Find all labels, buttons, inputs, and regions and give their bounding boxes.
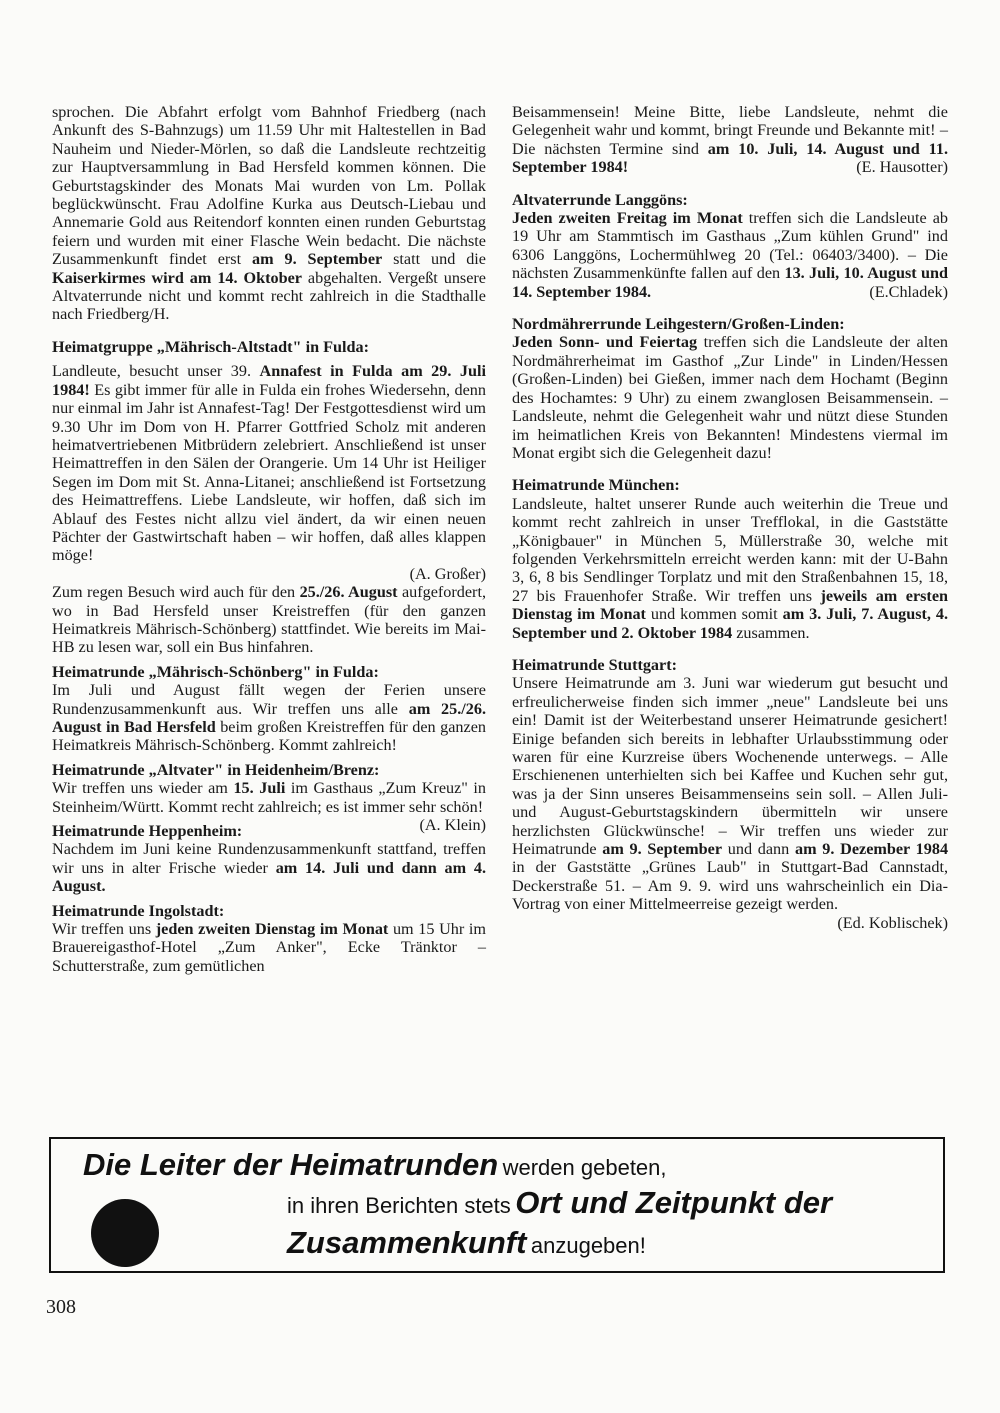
heading-nordmaehrerrunde: Nordmährerrunde Leihgestern/Großen-Linden: (512, 315, 845, 334)
heading-muenchen: Heimatrunde München: (512, 476, 680, 495)
heading-stuttgart: Heimatrunde Stuttgart: (512, 655, 677, 674)
right-column (512, 103, 948, 932)
paragraph-friedberg: sprochen. Die Abfahrt erfolgt vom Bahnhof Friedberg (nach Ankunft des S-Bahnzugs) um 11.59 Uhr mit Haltestellen in Bad Nauheim und Nieder-Mörlen, so daß die Landsleute rechtzeitig zur Hauptversammlung in Bad Hersfeld kommen können. Die Geburtstagskinder des Monats Mai wurden von Lm. Pollak beglückwünscht. Frau Adolfine Kurka aus Deutsch-Liebau und Annemarie Gold aus Reitendorf konnten einen runden Geburtstag feiern und wurden mit einer Flasche Wein bedacht. Die nächste Zusammenkunft findet erst am 9. September statt und die Kaiserkirmes wird am 14. Oktober abgehalten. Vergeßt unsere Altvaterrunde nicht und kommt recht zahlreich in die Stadthalle nach Friedberg/H. (52, 103, 486, 324)
signature: (A. Klein) (419, 816, 486, 835)
paragraph-heppenheim: Nachdem im Juni keine Rundenzusammenkunft stattfand, treffen wir uns in alter Frische wieder am 14. Juli und dann am 4. August. (52, 840, 486, 896)
paragraph-kreistreffen: Zum regen Besuch wird auch für den 25./26. August aufgefordert, wo in Bad Hersfeld unser Kreistreffen (für den ganzen Heimatkreis Mährisch-Schönberg) stattfindet. Wie bereits im Mai-HB zu lesen war, soll ein Bus hinfahren. (52, 583, 486, 657)
page-number: 308 (46, 1296, 76, 1318)
paragraph-nordmaehrer: Jeden Sonn- und Feiertag treffen sich die Landsleute der alten Nordmährerheimat im Gasthof „Zur Linde" in Linden/Hessen (Großen-Linden) bei Gießen, immer nach dem Hochamt (Beginn des Hochamtes: 9 Uhr) zu einem zwanglosen Beisammensein. – Landsleute, nehmt die Gelegenheit wahr und nützt diese Stunden im heimatlichen Kreis von Bekannten! Mindestens viermal im Monat ergibt sich die Gelegenheit dazu! (512, 333, 949, 462)
bullet-dot-icon (91, 1199, 159, 1267)
heading-langgoens: Altvaterrunde Langgöns: (512, 190, 688, 209)
signature: (Ed. Koblischek) (837, 913, 948, 932)
heading-heppenheim: Heimatrunde Heppenheim: (52, 822, 243, 841)
heading-maehrisch-altstadt: Heimatgruppe „Mährisch-Altstadt" in Fulda: (52, 337, 369, 356)
signature: (E. Hausotter) (856, 158, 948, 177)
paragraph-muenchen: Landsleute, haltet unserer Runde auch weiterhin die Treue und kommt recht zahlreich in unser Trefflokal, in die Gaststätte „Königbauer" in München 5, Müllerstraße 30, welche mit folgenden Verkehrsmitteln erreicht werden kann: mit der U-Bahn 3, 6, 8 bis Sendlinger Torplatz und mit den Straßenbahnen 15, 18, 27 bis Frauenhofer Straße. Wir treffen uns jeweils am ersten Dienstag im Monat und kommen somit am 3. Juli, 7. August, 4. September und 2. Oktober 1984 zusammen. (512, 494, 949, 642)
paragraph-altvater: Wir treffen uns wieder am 15. Juli im Gasthaus „Zum Kreuz" in Steinheim/Württ. Kommt recht zahlreich; es ist immer sehr schön! (A. Klein) (52, 779, 487, 835)
left-column (52, 103, 486, 975)
notice-line-1: Die Leiter der Heimatrunden werden gebeten, (83, 1147, 667, 1182)
notice-line-2: in ihren Berichten stets Ort und Zeitpunkt der (287, 1185, 833, 1220)
heading-ingolstadt: Heimatrunde Ingolstadt: (52, 901, 225, 920)
paragraph-stuttgart: Unsere Heimatrunde am 3. Juni war wiederum gut besucht und erfreulicherweise finden sich immer „neue" Landsleute bei uns ein! Damit ist der Weiterbestand unserer Heimatrunde gesichert! Einige befanden sich bereits in lebhafter Urlaubsstimmung oder waren für eine Kurzreise übers Wochenende unterwegs. – Alle Erschienenen unterhielten sich bei Kaffee und Kuchen sehr gut, was ja der Sinn unseres Beisammenseins sein soll. – Allen Juli- und August-Geburtstagskindern übermitteln wir unsere herzlichsten Glückwünsche! – Wir treffen uns wieder zur Heimatrunde am 9. September und dann am 9. Dezember 1984 in der Gaststätte „Grünes Laub" in Stuttgart-Bad Cannstadt, Deckerstraße 51. – Am 9. 9. wird uns wahrscheinlich ein Dia-Vortrag von einer Mittelmeerreise gezeigt werden. (Ed. Koblischek) (512, 674, 949, 932)
signature: (A. Großer) (409, 564, 486, 583)
paragraph-beisammensein: Beisammensein! Meine Bitte, liebe Landsleute, nehmt die Gelegenheit wahr und kommt, bringt Freunde und Bekannte mit! – Die nächsten Termine sind am 10. Juli, 14. August und 11. September 1984! (E. Hausotter) (512, 103, 948, 177)
paragraph-ingolstadt: Wir treffen uns jeden zweiten Dienstag im Monat um 15 Uhr im Brauereigasthof-Hotel „Zum Anker", Ecke Tränktor – Schutterstraße, zum gemütlichen (52, 920, 486, 975)
notice-line-3: Zusammenkunft anzugeben! (287, 1225, 646, 1260)
heading-maehrisch-schoenberg: Heimatrunde „Mährisch-Schönberg" in Fulda: (52, 662, 379, 681)
heading-altvater-heidenheim: Heimatrunde „Altvater" in Heidenheim/Brenz: (52, 760, 380, 779)
paragraph-annafest: Landleute, besucht unser 39. Annafest in Fulda am 29. Juli 1984! Es gibt immer für alle in Fulda ein frohes Wiedersehn, denn nur einmal im Jahr ist Annafest-Tag! Der Festgottesdienst wird um 9.30 Uhr im Dom von H. Pfarrer Gottfried Scholz mit anderen heimatvertriebenen Mitbrüdern zelebriert. Anschließend ist unser Heimattreffen in den Sälen der Orangerie. Um 14 Uhr ist Heiliger Segen im Dom mit St. Anna-Litanei; anschließend ist Fortsetzung des Heimattreffens. Liebe Landsleute, wir hoffen, daß sich im Ablauf des Festes nicht allzu viel ändert, da wir einen neuen Pächter der Gastwirtschaft haben – wir hoffen, daß alles klappen möge! (A. Großer) (52, 362, 487, 583)
paragraph-langgoens: Jeden zweiten Freitag im Monat treffen sich die Landsleute ab 19 Uhr am Stammtisch im Gasthaus „Zum kühlen Grund" ind 6306 Langgöns, Lochermühlweg 20 (Tel.: 06403/3400). – Die nächsten Zusammenkünfte fallen auf den 13. Juli, 10. August und 14. September 1984. (E.Chladek) (512, 209, 949, 301)
notice-box (49, 1137, 945, 1273)
signature: (E.Chladek) (869, 282, 948, 301)
paragraph-schoenberg: Im Juli und August fällt wegen der Ferien unsere Rundenzusammenkunft aus. Wir treffen uns alle am 25./26. August in Bad Hersfeld beim großen Kreistreffen für den ganzen Heimatkreis Mährisch-Schönberg. Kommt zahlreich! (52, 681, 487, 755)
